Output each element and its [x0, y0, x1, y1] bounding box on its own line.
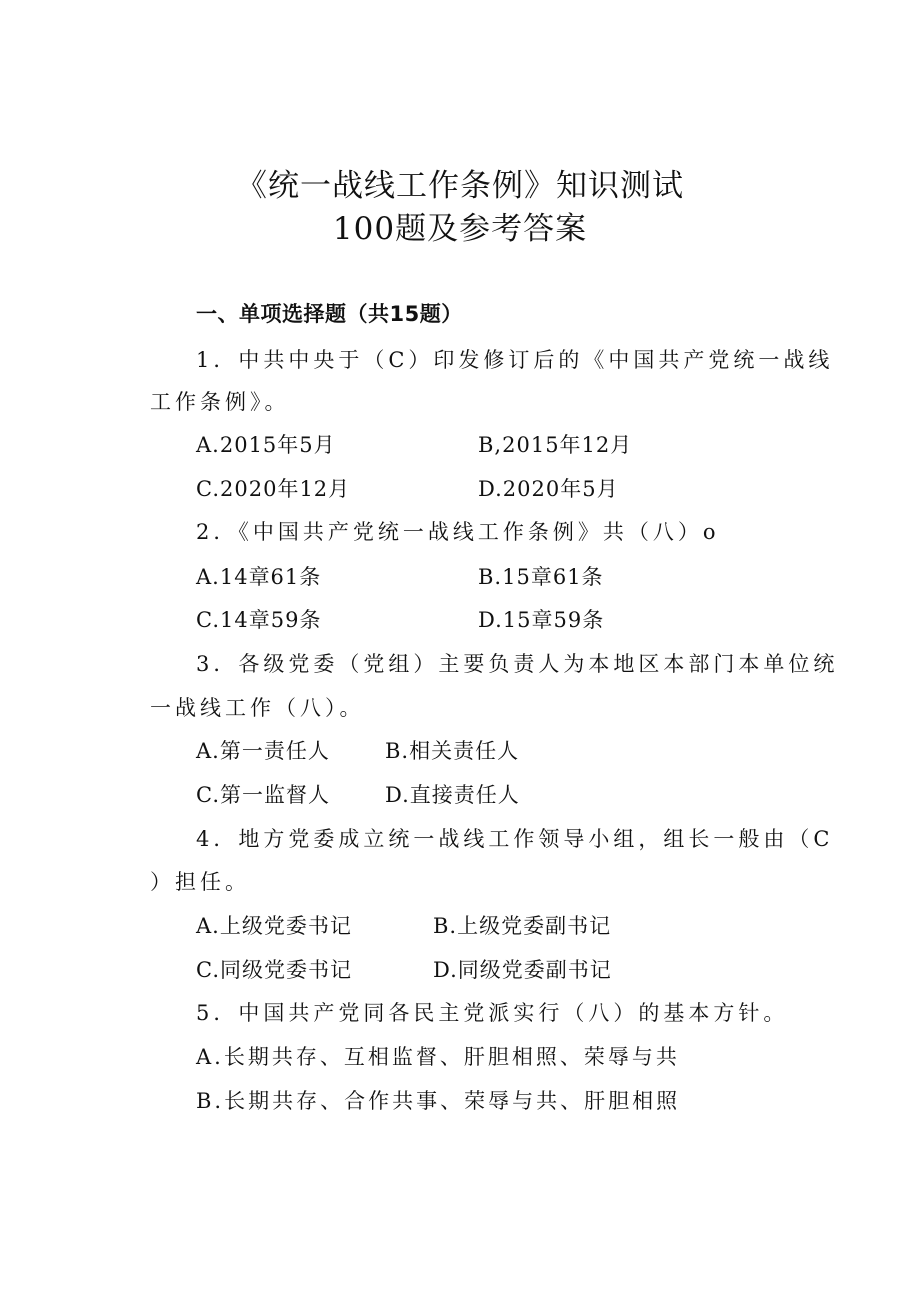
question-1-option-a: A.2015年5月 — [196, 433, 336, 457]
question-4-option-b: B.上级党委副书记 — [433, 914, 612, 938]
question-2-option-a: A.14章61条 — [196, 565, 322, 589]
question-4-text: 4．地方党委成立统一战线工作领导小组，组长一般由（C — [196, 827, 834, 851]
question-1-text: 1．中共中央于（C）印发修订后的《中国共产党统一战线 — [196, 348, 834, 372]
question-5-option-b: B.长期共存、合作共事、荣辱与共、肝胆相照 — [196, 1089, 681, 1113]
question-3-option-a: A.第一责任人 — [196, 739, 330, 763]
question-5-text: 5．中国共产党同各民主党派实行（八）的基本方针。 — [196, 1001, 789, 1025]
question-2-option-b: B.15章61条 — [478, 565, 604, 589]
question-4-text-cont: ）担任。 — [150, 870, 250, 894]
question-3-option-d: D.直接责任人 — [385, 783, 520, 807]
question-5-option-a: A.长期共存、互相监督、肝胆相照、荣辱与共 — [196, 1045, 680, 1069]
question-1-text-cont: 工作条例》。 — [150, 390, 290, 414]
section-heading: 一、单项选择题（共15题） — [196, 302, 463, 326]
question-1-option-b: B,2015年12月 — [478, 433, 633, 457]
question-2-text: 2．《中国共产党统一战线工作条例》共（八）o — [196, 520, 720, 544]
question-2-option-c: C.14章59条 — [196, 608, 322, 632]
question-1-option-c: C.2020年12月 — [196, 477, 351, 501]
question-1-option-d: D.2020年5月 — [478, 477, 619, 501]
question-2-option-d: D.15章59条 — [478, 608, 605, 632]
question-4-option-d: D.同级党委副书记 — [433, 958, 612, 982]
question-4-option-c: C.同级党委书记 — [196, 958, 352, 982]
question-3-text: 3．各级党委（党组）主要负责人为本地区本部门本单位统 — [196, 652, 839, 676]
question-4-option-a: A.上级党委书记 — [196, 914, 352, 938]
document-title-line2: 100题及参考答案 — [332, 211, 588, 247]
question-3-option-b: B.相关责任人 — [385, 739, 520, 763]
question-3-text-cont: 一战线工作（八）。 — [150, 696, 365, 720]
question-3-option-c: C.第一监督人 — [196, 783, 330, 807]
document-title-line1: 《统一战线工作条例》知识测试 — [236, 168, 684, 204]
